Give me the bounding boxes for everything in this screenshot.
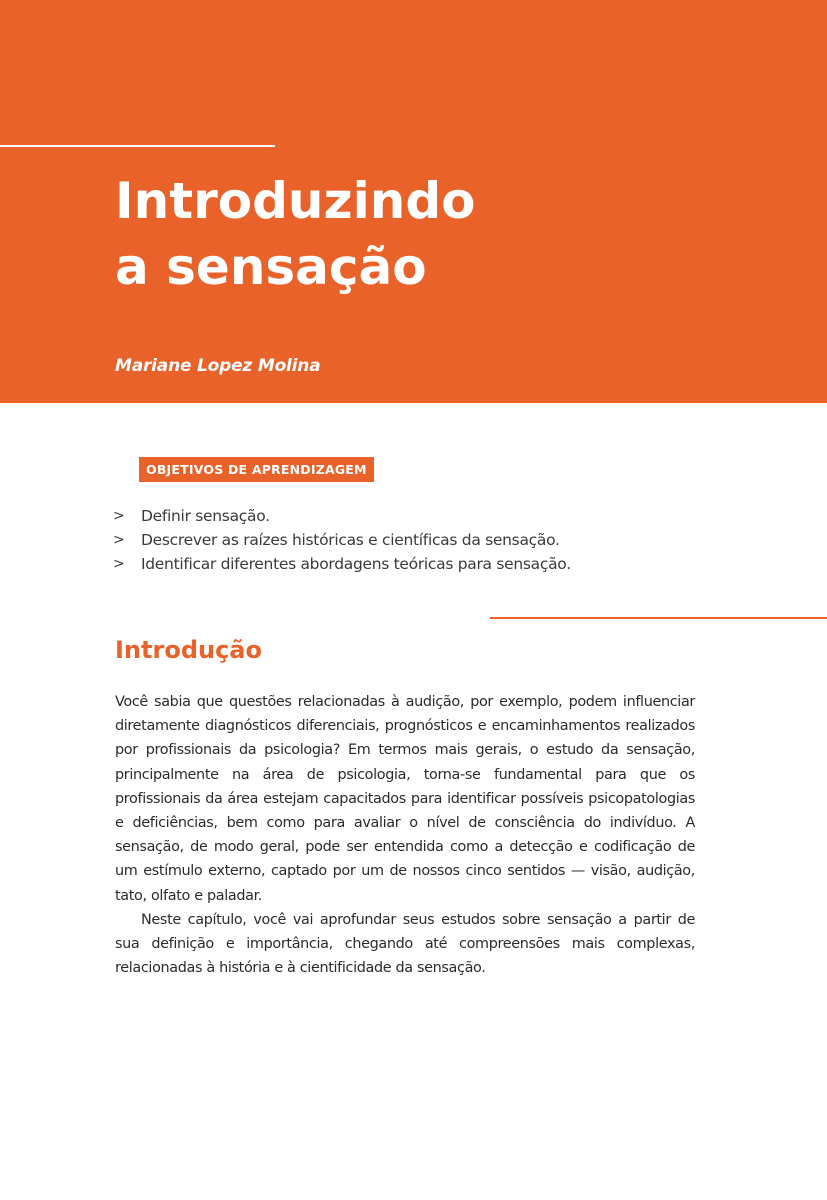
objective-item [113, 552, 571, 576]
chapter-title-line-2: a sensação [115, 238, 427, 296]
objective-text: Identificar diferentes abordagens teóricas para sensação. [141, 555, 571, 573]
body-paragraph: Você sabia que questões relacionadas à audição, por exemplo, podem influenciar diretamente diagnósticos diferenciais, prognósticos e encaminhamentos realizados por profissionais da psicologia? Em termos mais gerais, o estudo da sensação, principalmente na área de psicologia, torna-se fundamental para que os profissionais da área estejam capacitados para identificar possíveis psicopatologias e deficiências, bem como para avaliar o nível de consciência do indivíduo. A sensação, de modo geral, pode ser entendida como a detecção e codificação de um estímulo externo, captado por um de nossos cinco sentidos — visão, audição, tato, olfato e paladar. [115, 694, 695, 904]
objective-text: Definir sensação. [141, 507, 270, 525]
header-divider [0, 145, 275, 147]
objective-item [113, 528, 571, 552]
chapter-title-line-1: Introduzindo [115, 172, 476, 230]
chapter-author: Mariane Lopez Molina [115, 356, 321, 376]
chevron-right-icon: > [113, 556, 125, 572]
learning-objectives-list [113, 504, 571, 576]
introduction-body [115, 690, 695, 980]
chevron-right-icon: > [113, 532, 125, 548]
chapter-header [0, 0, 827, 403]
body-paragraph: Neste capítulo, você vai aprofundar seus estudos sobre sensação a partir de sua definição e importância, chegando até compreensões mais complexas, relacionadas à história e à cientificidade da sensação. [115, 911, 695, 977]
chevron-right-icon: > [113, 508, 125, 524]
chapter-title [115, 168, 475, 300]
objective-item [113, 504, 571, 528]
section-divider [490, 617, 827, 619]
learning-objectives-tag: OBJETIVOS DE APRENDIZAGEM [139, 457, 374, 482]
section-heading: Introdução [115, 636, 262, 664]
objective-text: Descrever as raízes históricas e científicas da sensação. [141, 531, 560, 549]
